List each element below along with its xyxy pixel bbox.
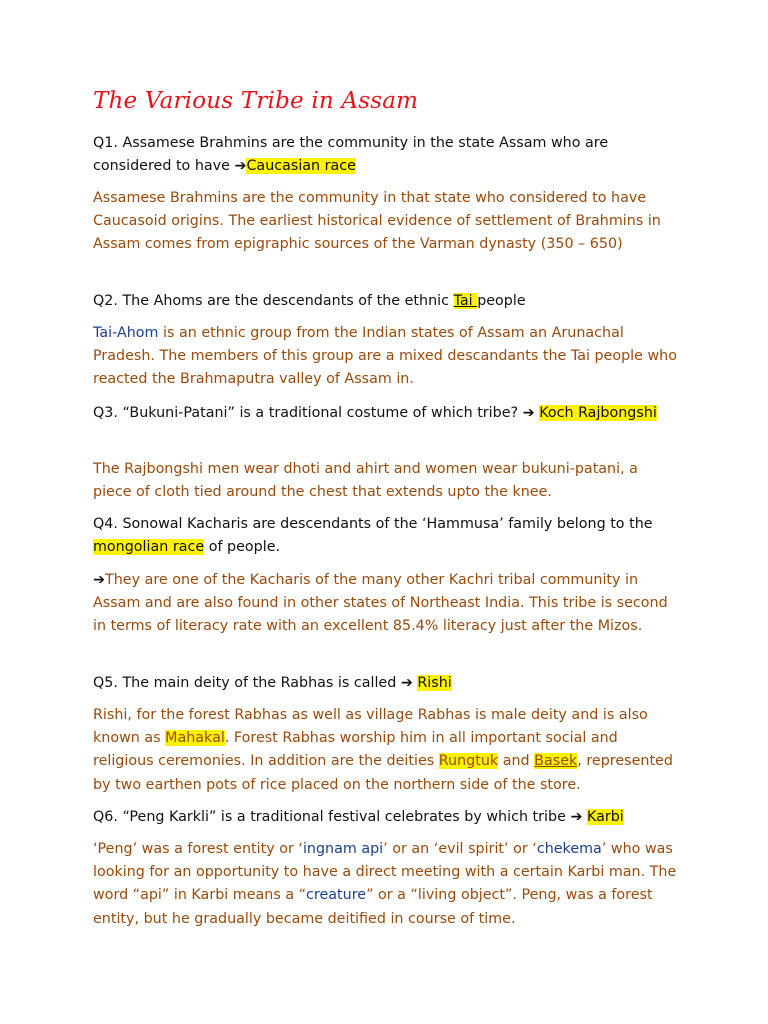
explanation-3: The Rajbongshi men wear dhoti and ahirt and women wear bukuni-patani, a piece of cloth tied around the chest that extends upto the knee. bbox=[93, 461, 638, 501]
question-2-text: Q2. The Ahoms are the descendants of the ethnic bbox=[93, 293, 454, 309]
arrow-right-icon: ➔ bbox=[522, 405, 535, 421]
question-2 bbox=[93, 290, 677, 313]
answer-4-highlight: mongolian race bbox=[93, 539, 205, 556]
chekema-term: chekema bbox=[536, 841, 602, 857]
explanation-5-text-2: . Forest Rabhas worship him in all important social and religious ceremonies. In addition are the deities bbox=[93, 730, 618, 770]
answer-3-highlight: Koch Rajbongshi bbox=[539, 405, 657, 421]
basek-highlight: Basek bbox=[534, 753, 578, 770]
question-4-tail: of people. bbox=[204, 539, 281, 556]
question-1 bbox=[93, 132, 677, 178]
explanation-2-text: is an ethnic group from the Indian states of Assam an Arunachal Pradesh. The members of this group are a mixed descandants the Tai people who reacted the Brahmaputra valley of Assam in. bbox=[93, 325, 677, 388]
explanation-4 bbox=[93, 569, 677, 639]
explanation-6-text-4: ” or a “living object”. Peng, was a forest entity, but he gradually became deitified in course of time. bbox=[93, 887, 653, 927]
question-6-text: Q6. “Peng Karkli” is a traditional festival celebrates by which tribe bbox=[93, 809, 571, 825]
explanation-5 bbox=[93, 704, 677, 797]
explanation-2 bbox=[93, 322, 677, 392]
explanation-2-term: Tai-Ahom bbox=[93, 325, 159, 341]
explanation-4-text: They are one of the Kacharis of the many other Kachri tribal community in Assam and are also found in other states of Northeast India. This tribe is second in terms of literacy rate with an excellent 85.4% literacy just after the Mizos. bbox=[93, 572, 668, 635]
answer-2-highlight: Tai bbox=[453, 293, 478, 309]
question-1-text: Q1. Assamese Brahmins are the community in the state Assam who are considered to have bbox=[93, 135, 609, 175]
explanation-6 bbox=[93, 838, 677, 931]
explanation-5-text-1: Rishi, for the forest Rabhas as well as village Rabhas is male deity and is also known as bbox=[93, 707, 648, 747]
answer-6-highlight: Karbi bbox=[586, 809, 624, 825]
mahakal-highlight: Mahakal bbox=[165, 730, 225, 747]
page-title: The Various Tribe in Assam bbox=[93, 88, 419, 114]
question-4-text: Q4. Sonowal Kacharis are descendants of the ‘Hammusa’ family belong to the bbox=[93, 516, 653, 532]
explanation-6-text-1: ‘Peng’ was a forest entity or ‘ bbox=[93, 841, 303, 857]
arrow-right-icon: ➔ bbox=[400, 675, 413, 691]
explanation-5-text-3: and bbox=[498, 753, 535, 770]
explanation-6-text-2: ’ or an ‘evil spirit’ or ‘ bbox=[383, 841, 537, 857]
explanation-5-text-4: , represented by two earthen pots of rice placed on the northern side of the store. bbox=[93, 753, 673, 793]
question-5 bbox=[93, 672, 677, 695]
question-2-tail: people bbox=[477, 293, 526, 309]
question-6 bbox=[93, 806, 677, 829]
arrow-right-icon: ➔ bbox=[570, 809, 583, 825]
question-5-text: Q5. The main deity of the Rabhas is called bbox=[93, 675, 401, 691]
ingnam-api-term: ingnam api bbox=[302, 841, 384, 857]
answer-5-highlight: Rishi bbox=[417, 675, 452, 691]
question-3 bbox=[93, 402, 677, 425]
explanation-6-text-3: ’ who was looking for an opportunity to have a direct meeting with a certain Karbi man. The word “api” in Karbi means a “ bbox=[93, 841, 677, 904]
explanation-1: Assamese Brahmins are the community in that state who considered to have Caucasoid origins. The earliest historical evidence of settlement of Brahmins in Assam comes from epigraphic sources of the Varman dynasty (350 – 650) bbox=[93, 190, 661, 253]
creature-term: creature bbox=[306, 887, 367, 904]
rungtuk-highlight: Rungtuk bbox=[438, 753, 499, 770]
arrow-right-icon: ➔ bbox=[234, 158, 247, 175]
answer-1-highlight: Caucasian race bbox=[246, 158, 356, 175]
question-3-text: Q3. “Bukuni-Patani” is a traditional costume of which tribe? bbox=[93, 405, 523, 421]
question-4 bbox=[93, 513, 677, 559]
arrow-right-icon: ➔ bbox=[93, 572, 105, 588]
